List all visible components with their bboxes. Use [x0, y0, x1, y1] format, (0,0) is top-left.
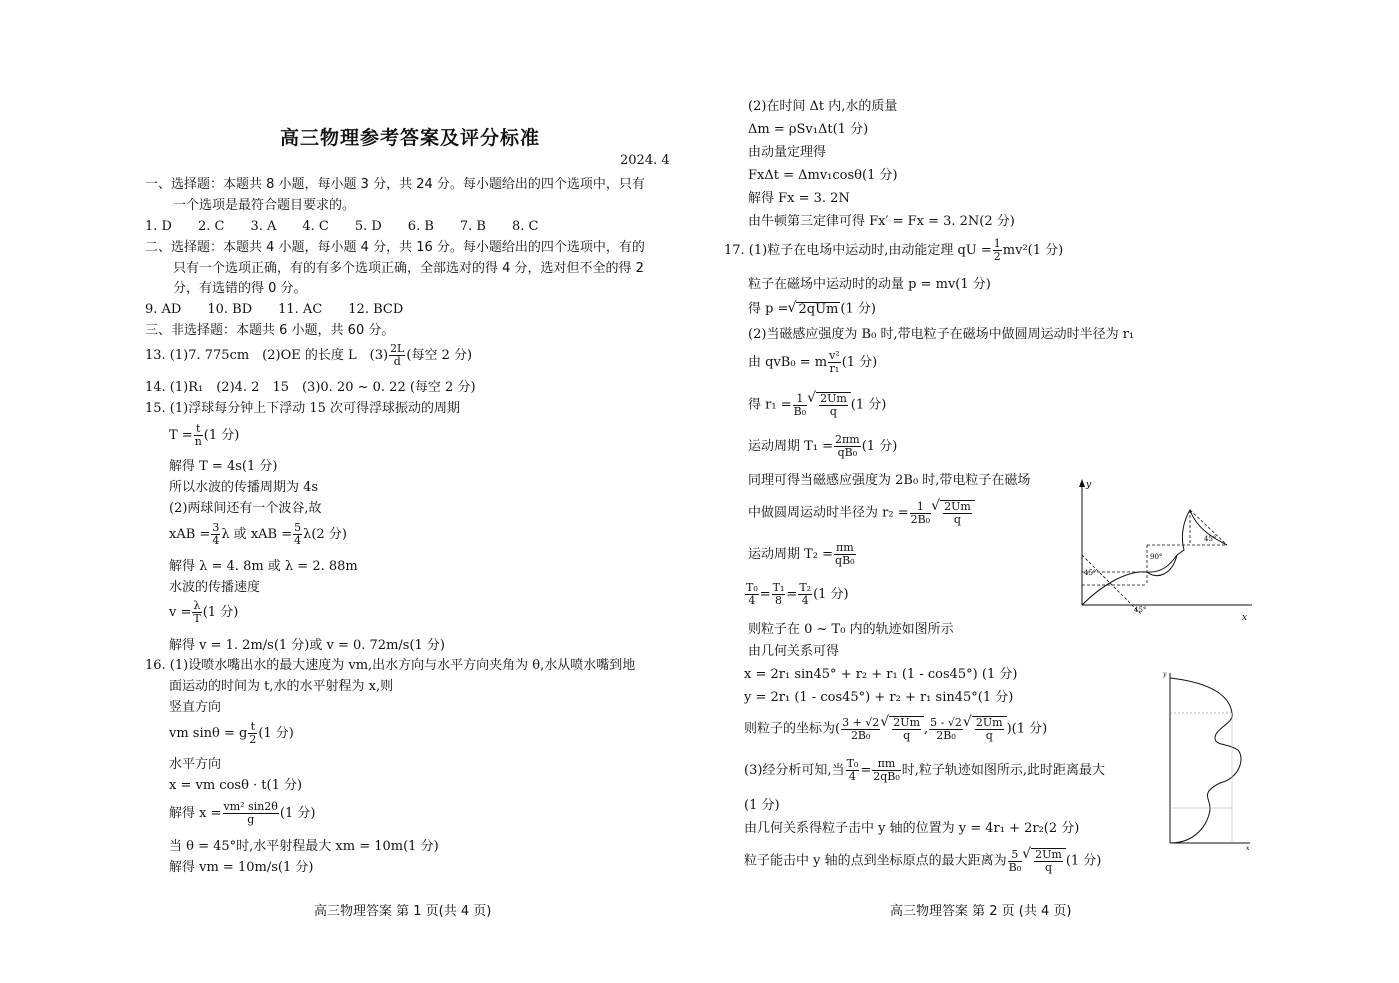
q17-line2: 粒子在磁场中运动时的动量 p = mv(1 分): [748, 277, 991, 292]
q17-line10: 运动周期 T₂ = $\frac{\pi m}{\text{qB₀}}$: [748, 541, 855, 567]
footer-page-2: 高三物理答案 第 2 页 (共 4 页): [890, 904, 1072, 919]
q17-line17: (3)经分析可知,当 $\frac{\text{T₀}}{4}$ = $\frac{\pi m}{\text{2qB₀}}$ 时,粒子轨迹如图所示,此时距离最大: [744, 757, 1106, 783]
q16-line4: 水平方向: [169, 757, 222, 772]
q17-line14: x = 2r₁ sin45° + r₂ + r₁ (1 - cos45°) (1 分): [744, 667, 1018, 682]
section1-heading: 一、选择题：本题共 8 小题，每小题 3 分，共 24 分。每小题给出的四个选项中，只有: [145, 177, 645, 192]
section2-answers: 9. AD 10. BD 11. AC 12. BCD: [145, 302, 404, 317]
q17-line20: 粒子能击中 y 轴的点到坐标原点的最大距离为 $\frac{5}{\text{B₀}}$ √ $\frac{2Um}{q}$ (1 分): [744, 848, 1101, 874]
q16-2-line1: (2)在时间 Δt 内,水的质量: [748, 99, 898, 114]
q15-line6: 水波的传播速度: [169, 580, 261, 595]
fig1-y-label: y: [1086, 480, 1092, 490]
q17-line18: (1 分): [744, 798, 780, 813]
section2-heading: 二、选择题：本题共 4 小题，每小题 4 分，共 16 分。每小题给出的四个选项中，有的: [145, 240, 645, 255]
trajectory-figure-1: [1072, 475, 1262, 625]
q16-2-line3: 由动量定理得: [748, 145, 827, 160]
q16-2-line5: 解得 Fx = 3. 2N: [748, 191, 850, 206]
fig1-angle-4: 45°: [1134, 606, 1147, 614]
fig1-y-arrow: [1079, 479, 1085, 487]
q15-line5: 解得 λ = 4. 8m 或 λ = 2. 88m: [169, 559, 358, 574]
q16-line1: 16. (1)设喷水嘴出水的最大速度为 vm,出水方向与水平方向夹角为 θ,水从喷水嘴到地: [145, 658, 636, 673]
trajectory-figure-2: [1160, 668, 1255, 853]
fig1-angle-2: 90°: [1150, 553, 1163, 561]
q17-line4: (2)当磁感应强度为 B₀ 时,带电粒子在磁场中做圆周运动时半径为 r₁: [748, 327, 1135, 342]
q13-fraction: $\frac{2L}{d}$: [390, 342, 405, 368]
q15-line2: 解得 T = 4s(1 分): [169, 459, 278, 474]
fig2-trajectory: [1170, 678, 1241, 843]
q17-line9: 中做圆周运动时半径为 r₂ = $\frac{1}{\text{2B₀}}$ √ $\frac{2Um}{q}$: [748, 500, 975, 526]
fig2-y-label: y: [1163, 671, 1167, 678]
fig2-x-label: x: [1246, 845, 1250, 852]
page-title: 高三物理参考答案及评分标准: [279, 127, 540, 149]
q16-line7: 解得 vm = 10m/s(1 分): [169, 860, 314, 875]
q15-line7: 解得 v = 1. 2m/s(1 分)或 v = 0. 72m/s(1 分): [169, 638, 446, 653]
q17-line13: 由几何关系可得: [748, 644, 840, 659]
section3-heading: 三、非选择题：本题共 6 小题，共 60 分。: [145, 323, 395, 338]
q17-line3: 得 p =√ 2qUm (1 分): [748, 302, 876, 316]
date: 2024. 4: [620, 153, 670, 168]
q16-formula1: vm sinθ = g $\frac{t}{2}$ (1 分): [169, 720, 294, 746]
q13-line: [145, 343, 472, 368]
q17-line16: 则粒子的坐标为( $\frac{3 + √2}{\text{2B₀}}$ √ $\frac{2Um}{q}$ , $\frac{5 - √2}{\text{2B₀}}$ √ $\frac{2Um}{q}$ )(1 分): [744, 716, 1047, 742]
q16-formula2: 解得 x = $\frac{\text{vm² sin2θ}}{g}$ (1 分): [169, 800, 316, 826]
q16-line3: 竖直方向: [169, 700, 222, 715]
q15-line4: (2)两球间还有一个波谷,故: [169, 501, 322, 516]
q17-line6: 得 r₁ = $\frac{1}{\text{B₀}}$ √ $\frac{2Um}{q}$ (1 分): [748, 392, 886, 418]
footer-page-1: 高三物理答案 第 1 页(共 4 页): [314, 904, 492, 919]
q15-formula-x: xAB = $\frac{3}{4}$ λ 或 xAB = $\frac{5}{4}$ λ(2 分): [169, 521, 347, 547]
q17-line1: 17. (1)粒子在电场中运动时,由动能定理 qU = $\frac{1}{2}$ mv²(1 分): [724, 237, 1064, 263]
section2-heading-cont: 只有一个选项正确，有的有多个选项正确，全部选对的得 4 分，选对但不全的得 2: [173, 261, 644, 276]
q16-line6: 当 θ = 45°时,水平射程最大 xm = 10m(1 分): [169, 839, 439, 854]
q16-2-line4: FxΔt = Δmv₁cosθ(1 分): [748, 168, 898, 183]
q16-line2: 面运动的时间为 t,水的水平射程为 x,则: [169, 679, 394, 694]
q16-2-line6: 由牛顿第三定律可得 Fx′ = Fx = 3. 2N(2 分): [748, 214, 1015, 229]
q16-line5: x = vm cosθ · t(1 分): [169, 778, 303, 793]
fig1-angle-3: 45°: [1204, 535, 1217, 543]
q17-line19: 由几何关系得粒子击中 y 轴的位置为 y = 4r₁ + 2r₂(2 分): [744, 821, 1080, 836]
q15-line1: 15. (1)浮球每分钟上下浮动 15 次可得浮球振动的周期: [145, 401, 461, 416]
q14-line: 14. (1)R₁ (2)4. 2 15 (3)0. 20 ~ 0. 22 (每空 2 分): [145, 380, 476, 395]
q17-line8: 同理可得当磁感应强度为 2B₀ 时,带电粒子在磁场: [748, 473, 1031, 488]
section1-answers: 1. D 2. C 3. A 4. C 5. D 6. B 7. B 8. C: [145, 219, 539, 234]
q15-line3: 所以水波的传播周期为 4s: [169, 480, 319, 495]
q15-formula-T: T = $\frac{t}{n}$ (1 分): [169, 422, 240, 448]
section1-heading-cont: 一个选项是最符合题目要求的。: [173, 198, 356, 213]
q17-line7: 运动周期 T₁ = $\frac{2\pi m}{\text{qB₀}}$ (1 分): [748, 433, 898, 459]
q17-line15: y = 2r₁ (1 - cos45°) + r₂ + r₁ sin45°(1 分): [744, 690, 1014, 705]
fig1-angle-1: 45°: [1084, 569, 1097, 577]
q16-2-line2: Δm = ρSv₁Δt(1 分): [748, 122, 869, 137]
q15-formula-v: v = $\frac{\lambda}{T}$ (1 分): [169, 599, 239, 625]
q13-text: 13. (1)7. 775cm (2)OE 的长度 L (3): [145, 348, 389, 363]
q17-line12: 则粒子在 0 ~ T₀ 内的轨迹如图所示: [748, 622, 954, 637]
q17-line11: $\frac{\text{T₀}}{4}$ = $\frac{\text{T₁}}{8}$ = $\frac{\text{T₂}}{4}$ (1 分): [746, 581, 849, 607]
q17-line5: 由 qvB₀ = m $\frac{\text{v²}}{\text{r₁}}$ (1 分): [748, 349, 878, 375]
fig1-x-label: x: [1242, 613, 1248, 623]
q13-score: (每空 2 分): [406, 348, 473, 363]
section2-heading-cont2: 分，有选错的得 0 分。: [173, 281, 307, 296]
